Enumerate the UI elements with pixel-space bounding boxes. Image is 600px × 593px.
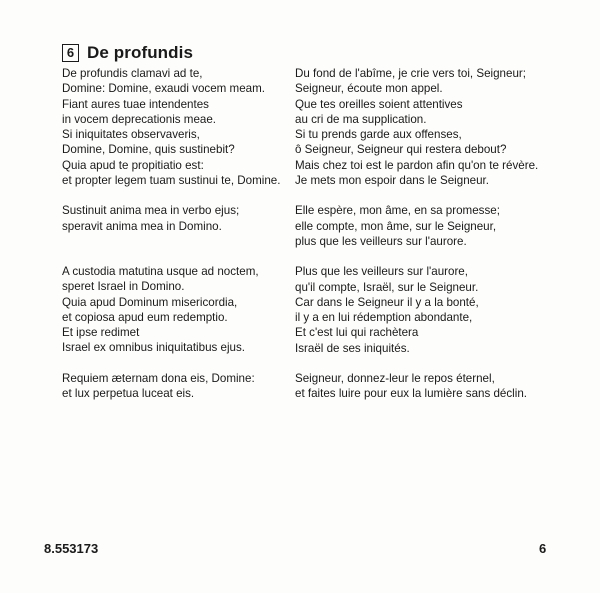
text-line: Si iniquitates observaveris, (62, 128, 200, 142)
text-line: et faites luire pour eux la lumière sans déclin. (295, 387, 527, 401)
text-line: Que tes oreilles soient attentives (295, 97, 463, 111)
page-number: 6 (539, 541, 547, 556)
text-line: Domine, Domine, quis sustinebit? (62, 143, 235, 157)
latin-stanza-3 (62, 264, 282, 356)
text-line: Israel ex omnibus iniquitatibus ejus. (62, 341, 246, 355)
text-line: De profundis clamavi ad te, (62, 67, 203, 80)
text-line: Sustinuit anima mea in verbo ejus; (62, 204, 240, 218)
text-line: Car dans le Seigneur il y a la bonté, (295, 295, 479, 309)
track-number-badge: 6 (62, 44, 79, 62)
text-line: il y a en lui rédemption abondante, (295, 311, 473, 325)
french-stanza-4 (295, 371, 585, 402)
text-line: plus que les veilleurs sur l'aurore. (295, 234, 467, 248)
text-line: Je mets mon espoir dans le Seigneur. (295, 174, 489, 188)
latin-stanza-4 (62, 371, 282, 402)
text-line: Quia apud te propitiatio est: (62, 158, 204, 172)
text-line: A custodia matutina usque ad noctem, (62, 264, 259, 278)
text-line: qu'il compte, Israël, sur le Seigneur. (295, 280, 479, 294)
text-line: speravit anima mea in Domino. (62, 219, 222, 233)
text-line: Plus que les veilleurs sur l'aurore, (295, 265, 468, 279)
text-line: Israël de ses iniquités. (295, 341, 410, 355)
text-line: Mais chez toi est le pardon afin qu'on te révère. (295, 158, 539, 172)
text-line: Du fond de l'abîme, je crie vers toi, Seigneur; (295, 67, 526, 80)
french-stanza-2 (295, 203, 585, 249)
text-line: et copiosa apud eum redemptio. (62, 310, 228, 324)
text-line: Quia apud Dominum misericordia, (62, 295, 238, 309)
text-line: elle compte, mon âme, sur le Seigneur, (295, 219, 497, 233)
text-line: au cri de ma supplication. (295, 112, 427, 126)
text-line: et propter legem tuam sustinui te, Domine. (62, 174, 281, 188)
section-title (62, 43, 193, 63)
text-line: Requiem æternam dona eis, Domine: (62, 371, 255, 385)
text-line: Seigneur, donnez-leur le repos éternel, (295, 372, 495, 386)
text-line: speret Israel in Domino. (62, 280, 185, 294)
text-line: Si tu prends garde aux offenses, (295, 128, 462, 142)
french-stanza-3 (295, 264, 585, 356)
latin-stanza-2 (62, 203, 282, 234)
french-stanza-1 (295, 66, 585, 188)
text-line: Domine: Domine, exaudi vocem meam. (62, 82, 265, 96)
text-line: et lux perpetua luceat eis. (62, 387, 195, 401)
latin-text-column (62, 66, 282, 401)
french-text-column (295, 66, 585, 402)
text-line: Et ipse redimet (62, 326, 140, 340)
text-line: ô Seigneur, Seigneur qui restera debout? (295, 143, 507, 157)
text-line: Fiant aures tuae intendentes (62, 97, 209, 111)
latin-stanza-1 (62, 66, 282, 188)
text-line: Elle espère, mon âme, en sa promesse; (295, 204, 500, 218)
text-line: Seigneur, écoute mon appel. (295, 82, 443, 96)
page-title: De profundis (87, 43, 194, 62)
text-line: Et c'est lui qui rachètera (295, 326, 419, 340)
catalog-number: 8.553173 (44, 541, 99, 556)
text-line: in vocem deprecationis meae. (62, 112, 217, 126)
